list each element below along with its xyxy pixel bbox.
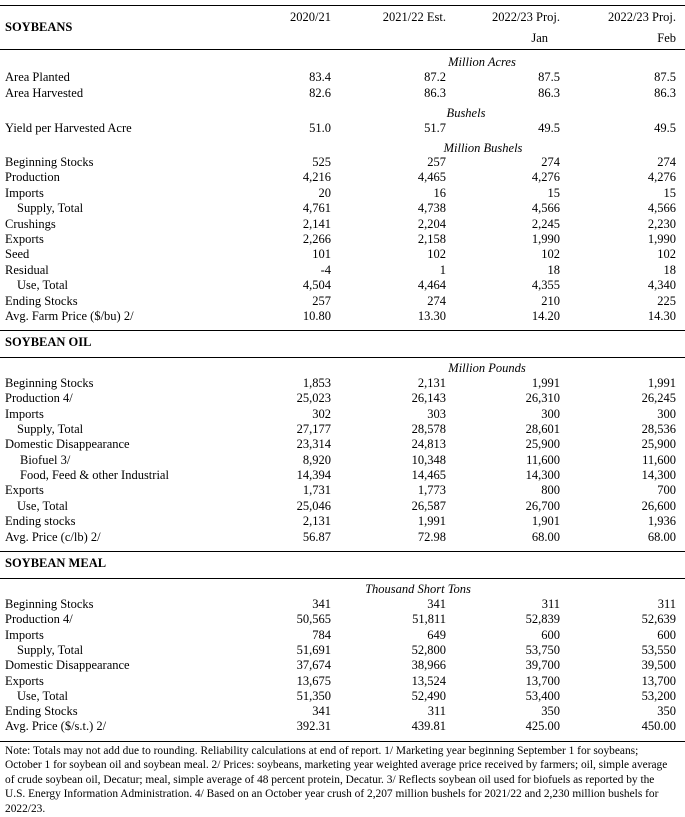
row-label: Yield per Harvested Acre — [5, 121, 132, 135]
table-row — [0, 597, 685, 612]
cell-value: 341 — [312, 597, 331, 611]
table-row — [0, 155, 685, 170]
row-label: Beginning Stocks — [5, 376, 94, 390]
table-row — [0, 704, 685, 719]
cell-value: 1,990 — [647, 232, 676, 246]
cell-value: 25,046 — [296, 499, 331, 513]
unit-bushels: Bushels — [446, 106, 486, 120]
cell-value: 1,731 — [302, 483, 331, 497]
table-row — [0, 247, 685, 262]
cell-value: 14,300 — [641, 468, 676, 482]
cell-value: 53,400 — [525, 689, 560, 703]
rule-header-bottom — [0, 49, 685, 50]
row-label: Biofuel 3/ — [20, 453, 71, 467]
table-row — [0, 628, 685, 643]
cell-value: 1,901 — [531, 514, 560, 528]
cell-value: 52,639 — [641, 612, 676, 626]
cell-value: 2,141 — [302, 217, 331, 231]
cell-value: 26,143 — [411, 391, 446, 405]
cell-value: 350 — [657, 704, 676, 718]
section-title-soybean-oil: SOYBEAN OIL — [5, 335, 92, 349]
cell-value: 28,578 — [411, 422, 446, 436]
table-row — [0, 453, 685, 468]
cell-value: 4,504 — [302, 278, 331, 292]
cell-value: 87.2 — [424, 70, 446, 84]
cell-value: 52,490 — [411, 689, 446, 703]
row-label: Production 4/ — [5, 391, 73, 405]
cell-value: 26,310 — [525, 391, 560, 405]
col-subheader-jan: Jan — [531, 31, 548, 45]
table-row — [0, 70, 685, 85]
rule-top — [0, 5, 685, 6]
cell-value: 87.5 — [538, 70, 560, 84]
cell-value: 210 — [541, 294, 560, 308]
cell-value: 13,700 — [641, 674, 676, 688]
rule-soybean-meal-header-bottom — [0, 578, 685, 579]
cell-value: 53,750 — [525, 643, 560, 657]
cell-value: 300 — [657, 407, 676, 421]
cell-value: 700 — [657, 483, 676, 497]
cell-value: 68.00 — [647, 530, 676, 544]
row-label: Seed — [5, 247, 30, 261]
cell-value: 15 — [547, 186, 560, 200]
table-row — [0, 232, 685, 247]
row-label: Supply, Total — [17, 201, 84, 215]
cell-value: 1,853 — [302, 376, 331, 390]
cell-value: 86.3 — [654, 86, 676, 100]
cell-value: 50,565 — [296, 612, 331, 626]
col-header-2022-23-proj-jan: 2022/23 Proj. — [491, 10, 560, 24]
cell-value: 38,966 — [411, 658, 446, 672]
cell-value: 53,200 — [641, 689, 676, 703]
row-label: Exports — [5, 674, 44, 688]
cell-value: 2,158 — [417, 232, 446, 246]
cell-value: 14,394 — [296, 468, 331, 482]
cell-value: 1,991 — [417, 514, 446, 528]
row-label: Use, Total — [17, 499, 68, 513]
cell-value: 28,536 — [641, 422, 676, 436]
section-title-soybeans: SOYBEANS — [5, 20, 73, 34]
cell-value: 1,990 — [531, 232, 560, 246]
rule-soybean-oil-header-bottom — [0, 357, 685, 358]
table-row — [0, 612, 685, 627]
cell-value: 28,601 — [525, 422, 560, 436]
cell-value: 52,800 — [411, 643, 446, 657]
table-row — [0, 483, 685, 498]
cell-value: 425.00 — [525, 719, 560, 733]
cell-value: 18 — [663, 263, 676, 277]
rule-bottom — [0, 741, 685, 742]
cell-value: 274 — [657, 155, 676, 169]
cell-value: 350 — [541, 704, 560, 718]
unit-thousand-short-tons: Thousand Short Tons — [365, 582, 471, 596]
row-label: Imports — [5, 186, 44, 200]
cell-value: 13,524 — [411, 674, 446, 688]
cell-value: 341 — [312, 704, 331, 718]
cell-value: 2,131 — [417, 376, 446, 390]
cell-value: 4,276 — [531, 170, 560, 184]
cell-value: 14,465 — [411, 468, 446, 482]
row-label: Avg. Price ($/s.t.) 2/ — [5, 719, 107, 733]
cell-value: 649 — [427, 628, 446, 642]
table-row — [0, 468, 685, 483]
cell-value: 49.5 — [538, 121, 560, 135]
cell-value: 257 — [312, 294, 331, 308]
table-row — [0, 719, 685, 734]
cell-value: 4,566 — [531, 201, 560, 215]
rule-soybean-meal-top — [0, 551, 685, 552]
cell-value: 14.30 — [647, 309, 676, 323]
row-label: Avg. Farm Price ($/bu) 2/ — [5, 309, 134, 323]
cell-value: 25,900 — [641, 437, 676, 451]
cell-value: 86.3 — [424, 86, 446, 100]
table-row — [0, 658, 685, 673]
cell-value: 450.00 — [641, 719, 676, 733]
row-label: Imports — [5, 628, 44, 642]
cell-value: 14,300 — [525, 468, 560, 482]
cell-value: 2,204 — [417, 217, 446, 231]
cell-value: 784 — [312, 628, 331, 642]
cell-value: 300 — [541, 407, 560, 421]
cell-value: 18 — [547, 263, 560, 277]
cell-value: 11,600 — [526, 453, 560, 467]
cell-value: 56.87 — [302, 530, 331, 544]
col-header-2020-21: 2020/21 — [290, 10, 331, 24]
cell-value: 13,700 — [525, 674, 560, 688]
cell-value: 24,813 — [411, 437, 446, 451]
cell-value: 26,245 — [641, 391, 676, 405]
row-label: Ending Stocks — [5, 294, 78, 308]
cell-value: 2,245 — [531, 217, 560, 231]
row-label: Food, Feed & other Industrial — [20, 468, 169, 482]
cell-value: 20 — [318, 186, 331, 200]
cell-value: 82.6 — [309, 86, 331, 100]
cell-value: 341 — [427, 597, 446, 611]
cell-value: 13.30 — [417, 309, 446, 323]
cell-value: 68.00 — [531, 530, 560, 544]
table-row — [0, 407, 685, 422]
cell-value: 600 — [541, 628, 560, 642]
cell-value: 311 — [427, 704, 446, 718]
cell-value: 101 — [312, 247, 331, 261]
row-label: Use, Total — [17, 689, 68, 703]
cell-value: 600 — [657, 628, 676, 642]
table-row — [0, 86, 685, 101]
cell-value: 51.7 — [424, 121, 446, 135]
row-label: Imports — [5, 407, 44, 421]
row-label: Avg. Price (c/lb) 2/ — [5, 530, 101, 544]
cell-value: 25,900 — [525, 437, 560, 451]
row-label: Production 4/ — [5, 612, 73, 626]
table-row — [0, 309, 685, 324]
row-label: Residual — [5, 263, 49, 277]
cell-value: 4,276 — [647, 170, 676, 184]
cell-value: 274 — [541, 155, 560, 169]
cell-value: 225 — [657, 294, 676, 308]
cell-value: 39,700 — [525, 658, 560, 672]
row-label: Ending stocks — [5, 514, 76, 528]
cell-value: 25,023 — [296, 391, 331, 405]
table-row — [0, 294, 685, 309]
table-row — [0, 186, 685, 201]
table-row — [0, 201, 685, 216]
table-row — [0, 391, 685, 406]
cell-value: 13,675 — [296, 674, 331, 688]
cell-value: 23,314 — [296, 437, 331, 451]
cell-value: 16 — [433, 186, 446, 200]
cell-value: 2,230 — [647, 217, 676, 231]
cell-value: 4,355 — [531, 278, 560, 292]
row-label: Exports — [5, 232, 44, 246]
cell-value: 72.98 — [417, 530, 446, 544]
table-row — [0, 263, 685, 278]
table-row — [0, 437, 685, 452]
table-row — [0, 514, 685, 529]
cell-value: 4,566 — [647, 201, 676, 215]
row-label: Beginning Stocks — [5, 155, 94, 169]
cell-value: 27,177 — [296, 422, 331, 436]
cell-value: 102 — [427, 247, 446, 261]
table-row — [0, 530, 685, 545]
cell-value: 2,131 — [302, 514, 331, 528]
cell-value: 26,700 — [525, 499, 560, 513]
cell-value: 53,550 — [641, 643, 676, 657]
cell-value: 311 — [541, 597, 560, 611]
cell-value: 51.0 — [309, 121, 331, 135]
table-row — [0, 674, 685, 689]
row-label: Production — [5, 170, 60, 184]
cell-value: 10.80 — [302, 309, 331, 323]
cell-value: 311 — [657, 597, 676, 611]
cell-value: 1,991 — [531, 376, 560, 390]
row-label: Ending Stocks — [5, 704, 78, 718]
col-header-2022-23-proj-feb: 2022/23 Proj. — [607, 10, 676, 24]
table-row — [0, 217, 685, 232]
row-label: Area Planted — [5, 70, 70, 84]
cell-value: 102 — [541, 247, 560, 261]
cell-value: 1,936 — [647, 514, 676, 528]
row-label: Domestic Disappearance — [5, 658, 130, 672]
cell-value: 302 — [312, 407, 331, 421]
table-row — [0, 121, 685, 136]
cell-value: 26,587 — [411, 499, 446, 513]
cell-value: 37,674 — [296, 658, 331, 672]
cell-value: 4,216 — [302, 170, 331, 184]
unit-million-acres: Million Acres — [448, 55, 516, 69]
rule-soybean-oil-top — [0, 330, 685, 331]
cell-value: 257 — [427, 155, 446, 169]
cell-value: 525 — [312, 155, 331, 169]
cell-value: 4,761 — [302, 201, 331, 215]
cell-value: 303 — [427, 407, 446, 421]
cell-value: -4 — [320, 263, 331, 277]
cell-value: 274 — [427, 294, 446, 308]
row-label: Crushings — [5, 217, 56, 231]
cell-value: 1,991 — [647, 376, 676, 390]
section-title-soybean-meal: SOYBEAN MEAL — [5, 556, 107, 570]
cell-value: 51,691 — [296, 643, 331, 657]
footnote: Note: Totals may not add due to rounding. Reliability calculations at end of report. 1/ Marketing year beginning September 1 for soybeans; October 1 for soybean oil and soybean meal. 2/ Prices: soybeans, marketing year weighted average price received by farmers; oil, simple average of crude soybean oil, Decatur; meal, simple average of 48 percent protein, Decatur. 3/ Reflects soybean oil used for biofuels as reported by the U.S. Energy Information Administration. 4/ Based on an October year crush of 2,207 million bushels for 2021/22 and 2,230 million bushels for 2022/23. — [5, 745, 668, 815]
cell-value: 4,340 — [647, 278, 676, 292]
cell-value: 52,839 — [525, 612, 560, 626]
row-label: Supply, Total — [17, 643, 84, 657]
unit-million-pounds: Million Pounds — [448, 361, 526, 375]
cell-value: 439.81 — [411, 719, 446, 733]
cell-value: 87.5 — [654, 70, 676, 84]
row-label: Domestic Disappearance — [5, 437, 130, 451]
col-subheader-feb: Feb — [657, 31, 676, 45]
cell-value: 49.5 — [654, 121, 676, 135]
cell-value: 86.3 — [538, 86, 560, 100]
cell-value: 4,738 — [417, 201, 446, 215]
cell-value: 392.31 — [296, 719, 331, 733]
cell-value: 1 — [439, 263, 446, 277]
table-row — [0, 422, 685, 437]
cell-value: 2,266 — [302, 232, 331, 246]
row-label: Exports — [5, 483, 44, 497]
cell-value: 11,600 — [642, 453, 676, 467]
cell-value: 10,348 — [411, 453, 446, 467]
table-row — [0, 278, 685, 293]
row-label: Area Harvested — [5, 86, 84, 100]
cell-value: 83.4 — [309, 70, 331, 84]
row-label: Beginning Stocks — [5, 597, 94, 611]
cell-value: 4,464 — [417, 278, 446, 292]
table-row — [0, 376, 685, 391]
cell-value: 15 — [663, 186, 676, 200]
unit-million-bushels: Million Bushels — [443, 141, 523, 155]
row-label: Supply, Total — [17, 422, 84, 436]
table-row — [0, 689, 685, 704]
table-row — [0, 170, 685, 185]
cell-value: 51,350 — [296, 689, 331, 703]
cell-value: 4,465 — [417, 170, 446, 184]
cell-value: 39,500 — [641, 658, 676, 672]
cell-value: 51,811 — [412, 612, 446, 626]
table-row — [0, 643, 685, 658]
cell-value: 26,600 — [641, 499, 676, 513]
cell-value: 102 — [657, 247, 676, 261]
cell-value: 1,773 — [417, 483, 446, 497]
row-label: Use, Total — [17, 278, 68, 292]
cell-value: 800 — [541, 483, 560, 497]
col-header-2021-22-est: 2021/22 Est. — [382, 10, 446, 24]
cell-value: 8,920 — [302, 453, 331, 467]
cell-value: 14.20 — [531, 309, 560, 323]
table-row — [0, 499, 685, 514]
